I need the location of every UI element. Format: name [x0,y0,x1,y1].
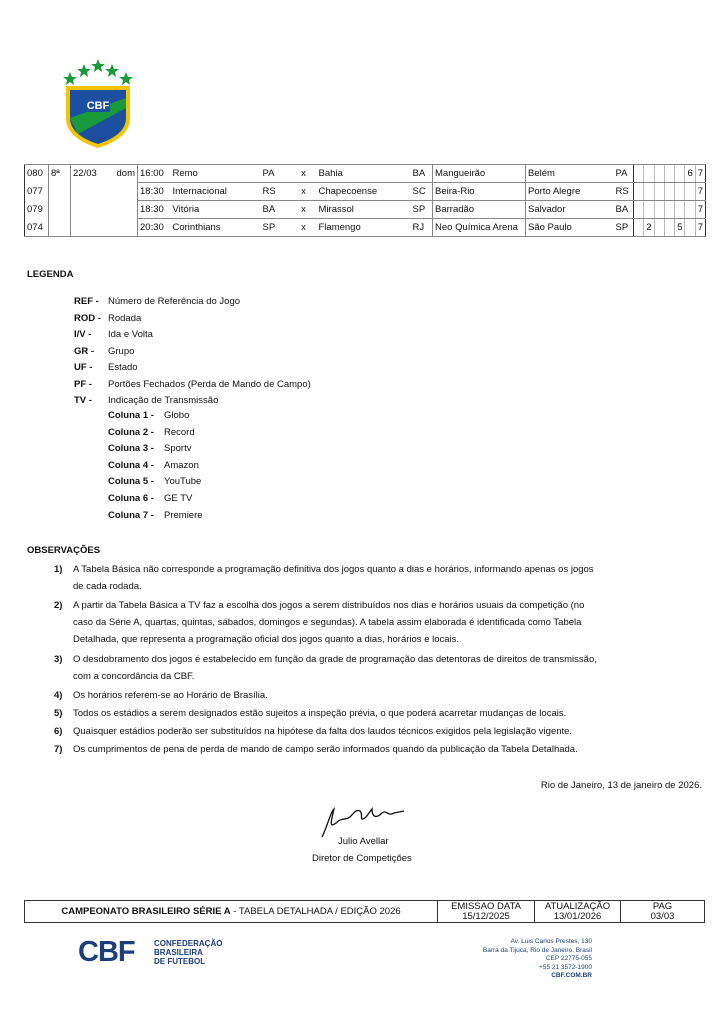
cell-tv-1 [634,165,644,183]
cell-uf: BA [614,201,634,219]
cell-tv-7: 7 [695,219,705,237]
place-date: Rio de Janeiro, 13 de janeiro de 2026. [540,780,702,791]
cell-tv-1 [634,219,644,237]
cell-away-uf: SC [411,183,433,201]
cell-tv-6 [685,183,695,201]
table-row [25,201,706,219]
observation-item: 4) Os horários referem-se ao Horário de Brasília. [54,690,268,701]
tv-column-item: Coluna 6 - GE TV [108,493,193,504]
cell-rod [49,183,71,201]
cell-tv-4 [664,201,674,219]
cell-home-uf: BA [261,201,291,219]
cell-vs: x [291,165,317,183]
cell-stadium: Mangueirão [433,165,526,183]
cell-day [106,201,138,219]
observation-item: 6) Quaisquer estádios poderão ser substituídos na hipótese da falta dos laudos técnicos exigidos pela legislação vigente. [54,726,573,737]
legend-item: I/V - Ida e Volta [74,329,153,340]
observation-item: 1) A Tabela Básica não corresponde a programação definitiva dos jogos quanto a dias e horários, informando apenas os jogos de cada rodada. [54,564,594,592]
cell-city: Belém [526,165,614,183]
brand-name: CONFEDERAÇÃO BRASILEIRA DE FUTEBOL [154,939,223,966]
table-row [25,183,706,201]
cell-tv-2: 2 [644,219,654,237]
cell-away: Mirassol [317,201,411,219]
cell-tv-5: 5 [675,219,685,237]
cell-tv-3 [654,219,664,237]
cbf-brand-logo: CBF [78,936,135,968]
observation-item: 3) O desdobramento dos jogos é estabelecido em função da grade de programação das detentoras de direitos de transmissão, com a concordância da CBF. [54,654,597,682]
cell-city: Salvador [526,201,614,219]
cell-tv-7: 7 [695,165,705,183]
cell-day: dom [106,165,138,183]
cell-home-uf: PA [261,165,291,183]
cell-vs: x [291,219,317,237]
cell-tv-6: 6 [685,165,695,183]
cell-stadium: Neo Química Arena [433,219,526,237]
cell-tv-4 [664,219,674,237]
cell-uf: PA [614,165,634,183]
tv-column-item: Coluna 5 - YouTube [108,476,202,488]
tv-column-item: Coluna 1 - Globo [108,410,190,421]
cell-away-uf: SP [411,201,433,219]
cell-home-uf: SP [261,219,291,237]
brand-address: Av. Luis Carlos Prestes, 130 Barra da Tijuca, Rio de Janeiro, Brasil CEP 22775-055 +55 21 3572-1900 CBF.COM.BR [482,938,592,979]
emission-date: EMISSAO DATA 15/12/2025 [437,901,534,922]
observation-item: 5) Todos os estádios a serem designados estão sujeitos a inspeção prévia, o que poderá acarretar mudanças de locais. [54,708,567,719]
tv-column-item: Coluna 4 - Amazon [108,459,199,471]
cell-time: 20:30 [138,219,171,237]
cell-date: 22/03 [71,165,106,183]
cell-tv-6 [685,219,695,237]
cell-away: Chapecoense [317,183,411,201]
cell-uf: RS [614,183,634,201]
cell-ref: 077 [27,186,43,197]
cell-away-uf: BA [411,165,433,183]
cell-tv-4 [664,165,674,183]
cell-tv-5 [675,165,685,183]
obs-title: OBSERVAÇÕES [27,545,101,556]
cell-time: 16:00 [138,165,171,183]
update-date: ATUALIZAÇÃO 13/01/2026 [534,901,620,922]
cell-date [71,201,106,219]
cell-tv-7: 7 [695,201,705,219]
cell-stadium: Barradão [433,201,526,219]
cell-day [106,219,138,237]
table-row [25,219,706,237]
svg-text:CBF: CBF [86,100,110,112]
cell-home: Corinthians [171,219,261,237]
cell-date [71,219,106,237]
cell-home: Vitória [171,201,261,219]
legend-item: REF - Número de Referência do Jogo [74,296,241,307]
cell-vs: x [291,201,317,219]
cell-time: 18:30 [138,183,171,201]
legend-item: TV - Indicação de Transmissão [74,395,219,406]
signer-role: Diretor de Competições [312,853,412,864]
cell-time: 18:30 [138,201,171,219]
games-table [24,164,706,237]
cell-tv-2 [644,183,654,201]
cell-tv-7: 7 [695,183,705,201]
cell-tv-3 [654,183,664,201]
cell-tv-5 [675,201,685,219]
legend-item: ROD - Rodada [74,312,142,324]
legend-item: PF - Portões Fechados (Perda de Mando de Campo) [74,378,311,390]
cell-tv-1 [634,183,644,201]
cell-rod [49,219,71,237]
cell-away: Flamengo [317,219,411,237]
cell-vs: x [291,183,317,201]
cell-ref: 079 [27,204,43,215]
signer-name: Julio Avellar [338,836,389,847]
table-row [25,165,706,183]
tv-column-item: Coluna 7 - Premiere [108,509,203,521]
cell-rod [49,201,71,219]
cell-away: Bahia [317,165,411,183]
tv-column-item: Coluna 2 - Record [108,426,195,438]
footer-bar [24,900,705,923]
cell-date [71,183,106,201]
cell-tv-6 [685,201,695,219]
cell-city: Porto Alegre [526,183,614,201]
legend-title: LEGENDA [27,269,74,280]
cell-rod: 8ª [49,165,71,183]
cell-stadium: Beira-Rio [433,183,526,201]
observation-item: 2) A partir da Tabela Básica a TV faz a escolha dos jogos a serem distribuídos nos dias e horários usuais da competição (no caso da Série A, quartas, quintas, sábados, domingos e segundas). A tabela assim elaborada é identificada como Tabela Detalhada, que representa a programação oficial dos jogos quanto a dias, horários e locais. [54,600,585,645]
cbf-crest-logo [62,58,134,150]
cell-ref: 080 [25,165,49,183]
page-number: PAG 03/03 [620,901,704,922]
cell-tv-2 [644,165,654,183]
cell-tv-4 [664,183,674,201]
cell-tv-1 [634,201,644,219]
cell-tv-3 [654,201,664,219]
legend-item: UF - Estado [74,362,138,373]
cell-day [106,183,138,201]
cell-uf: SP [614,219,634,237]
cell-tv-5 [675,183,685,201]
tv-column-item: Coluna 3 - Sportv [108,443,192,455]
footer-title: CAMPEONATO BRASILEIRO SÉRIE A - TABELA DETALHADA / EDIÇÃO 2026 [61,906,401,917]
cell-home: Remo [171,165,261,183]
cell-away-uf: RJ [411,219,433,237]
cell-tv-3 [654,165,664,183]
legend-item: GR - Grupo [74,345,135,357]
observation-item: 7) Os cumprimentos de pena de perda de mando de campo serão informados quando da publicação da Tabela Detalhada. [54,744,578,755]
cell-home-uf: RS [261,183,291,201]
cell-ref: 074 [25,219,49,237]
cell-city: São Paulo [526,219,614,237]
cell-home: Internacional [171,183,261,201]
cell-tv-2 [644,201,654,219]
